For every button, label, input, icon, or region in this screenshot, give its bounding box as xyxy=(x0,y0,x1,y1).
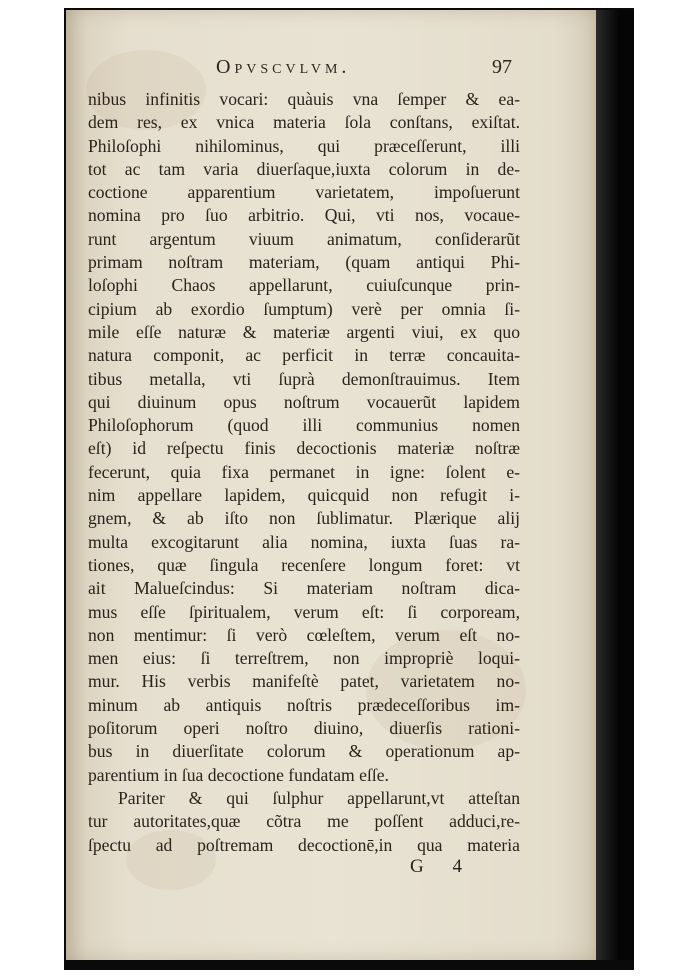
text-line: Philoſophi nihilominus, qui præceſſerunt, illi xyxy=(88,135,520,156)
text-line: parentium in ſua decoctione fundatam eſſe. xyxy=(88,764,389,785)
text-line: mile eſſe naturæ & materiæ argenti viui, ex quo xyxy=(88,321,520,342)
body-text xyxy=(88,88,520,857)
page-number: 97 xyxy=(492,56,512,78)
text-line: dem res, ex vnica materia ſola conſtans, exiſtat. xyxy=(88,112,520,133)
text-line: poſitorum operi noſtro diuino, diuerſis rationi- xyxy=(88,718,520,739)
text-line: natura componit, ac perficit in terræ concauita- xyxy=(88,345,520,366)
text-line: tot ac tam varia diuerſaque,iuxta colorum in de- xyxy=(88,158,520,179)
text-line: ſpectu ad poſtremam decoctionē,in qua materia xyxy=(88,834,520,855)
text-line: nim appellare lapidem, quicquid non refugit i- xyxy=(88,485,520,506)
text-line: coctione apparentium varietatem, impoſuerunt xyxy=(88,182,520,203)
text-line: cipium ab exordio ſumptum) verè per omnia ſi- xyxy=(88,298,520,319)
text-line: Pariter & qui ſulphur appellarunt,vt atteſtan xyxy=(118,787,520,808)
running-head: Opvscvlvm. xyxy=(216,56,351,78)
text-line: nibus infinitis vocari: quàuis vna ſemper & ea- xyxy=(88,89,520,109)
text-line: qui diuinum opus noſtrum vocauerũt lapidem xyxy=(88,391,520,412)
text-line: ait Malueſcindus: Si materiam noſtram dica- xyxy=(88,578,520,599)
text-line: minum ab antiquis noſtris prædeceſſoribus im- xyxy=(88,694,520,715)
page-edge xyxy=(596,10,634,960)
text-line: nomina pro ſuo arbitrio. Qui, vti nos, vocaue- xyxy=(88,205,520,226)
text-line: mur. His verbis manifeſtè patet, varietatem no- xyxy=(88,671,520,692)
text-line: men eius: ſi terreſtrem, non impropriè loqui- xyxy=(88,648,520,669)
text-line: loſophi Chaos appellarunt, cuiuſcunque prin- xyxy=(88,275,520,296)
text-line: multa excogitarunt alia nomina, iuxta ſuas ra- xyxy=(88,531,520,552)
text-line: primam noſtram materiam, (quam antiqui Phi- xyxy=(88,252,520,273)
text-line: non mentimur: ſi verò cœleſtem, verum eſt no- xyxy=(88,624,520,645)
page-header xyxy=(88,56,518,82)
text-line: tibus metalla, vti ſuprà demonſtrauimus. Item xyxy=(88,368,520,389)
text-line: eſt) id reſpectu finis decoctionis materiæ noſtræ xyxy=(88,438,520,459)
text-line: gnem, & ab iſto non ſublimatur. Plærique alij xyxy=(88,508,520,529)
text-line: fecerunt, quia fixa permanet in igne: ſolent e- xyxy=(88,461,520,482)
text-line: tur autoritates,quæ cõtra me poſſent adduci,re- xyxy=(88,811,520,832)
text-line: Philoſophorum (quod illi communius nomen xyxy=(88,415,520,436)
text-line: mus eſſe ſpiritualem, verum eſt: ſi corpoream, xyxy=(88,601,520,622)
text-line: tiones, quæ ſingula recenſere longum foret: vt xyxy=(88,554,520,575)
signature-mark: G 4 xyxy=(410,856,474,877)
text-line: runt argentum viuum animatum, conſiderarũt xyxy=(88,228,520,249)
text-line: bus in diuerſitate colorum & operationum ap- xyxy=(88,741,520,762)
